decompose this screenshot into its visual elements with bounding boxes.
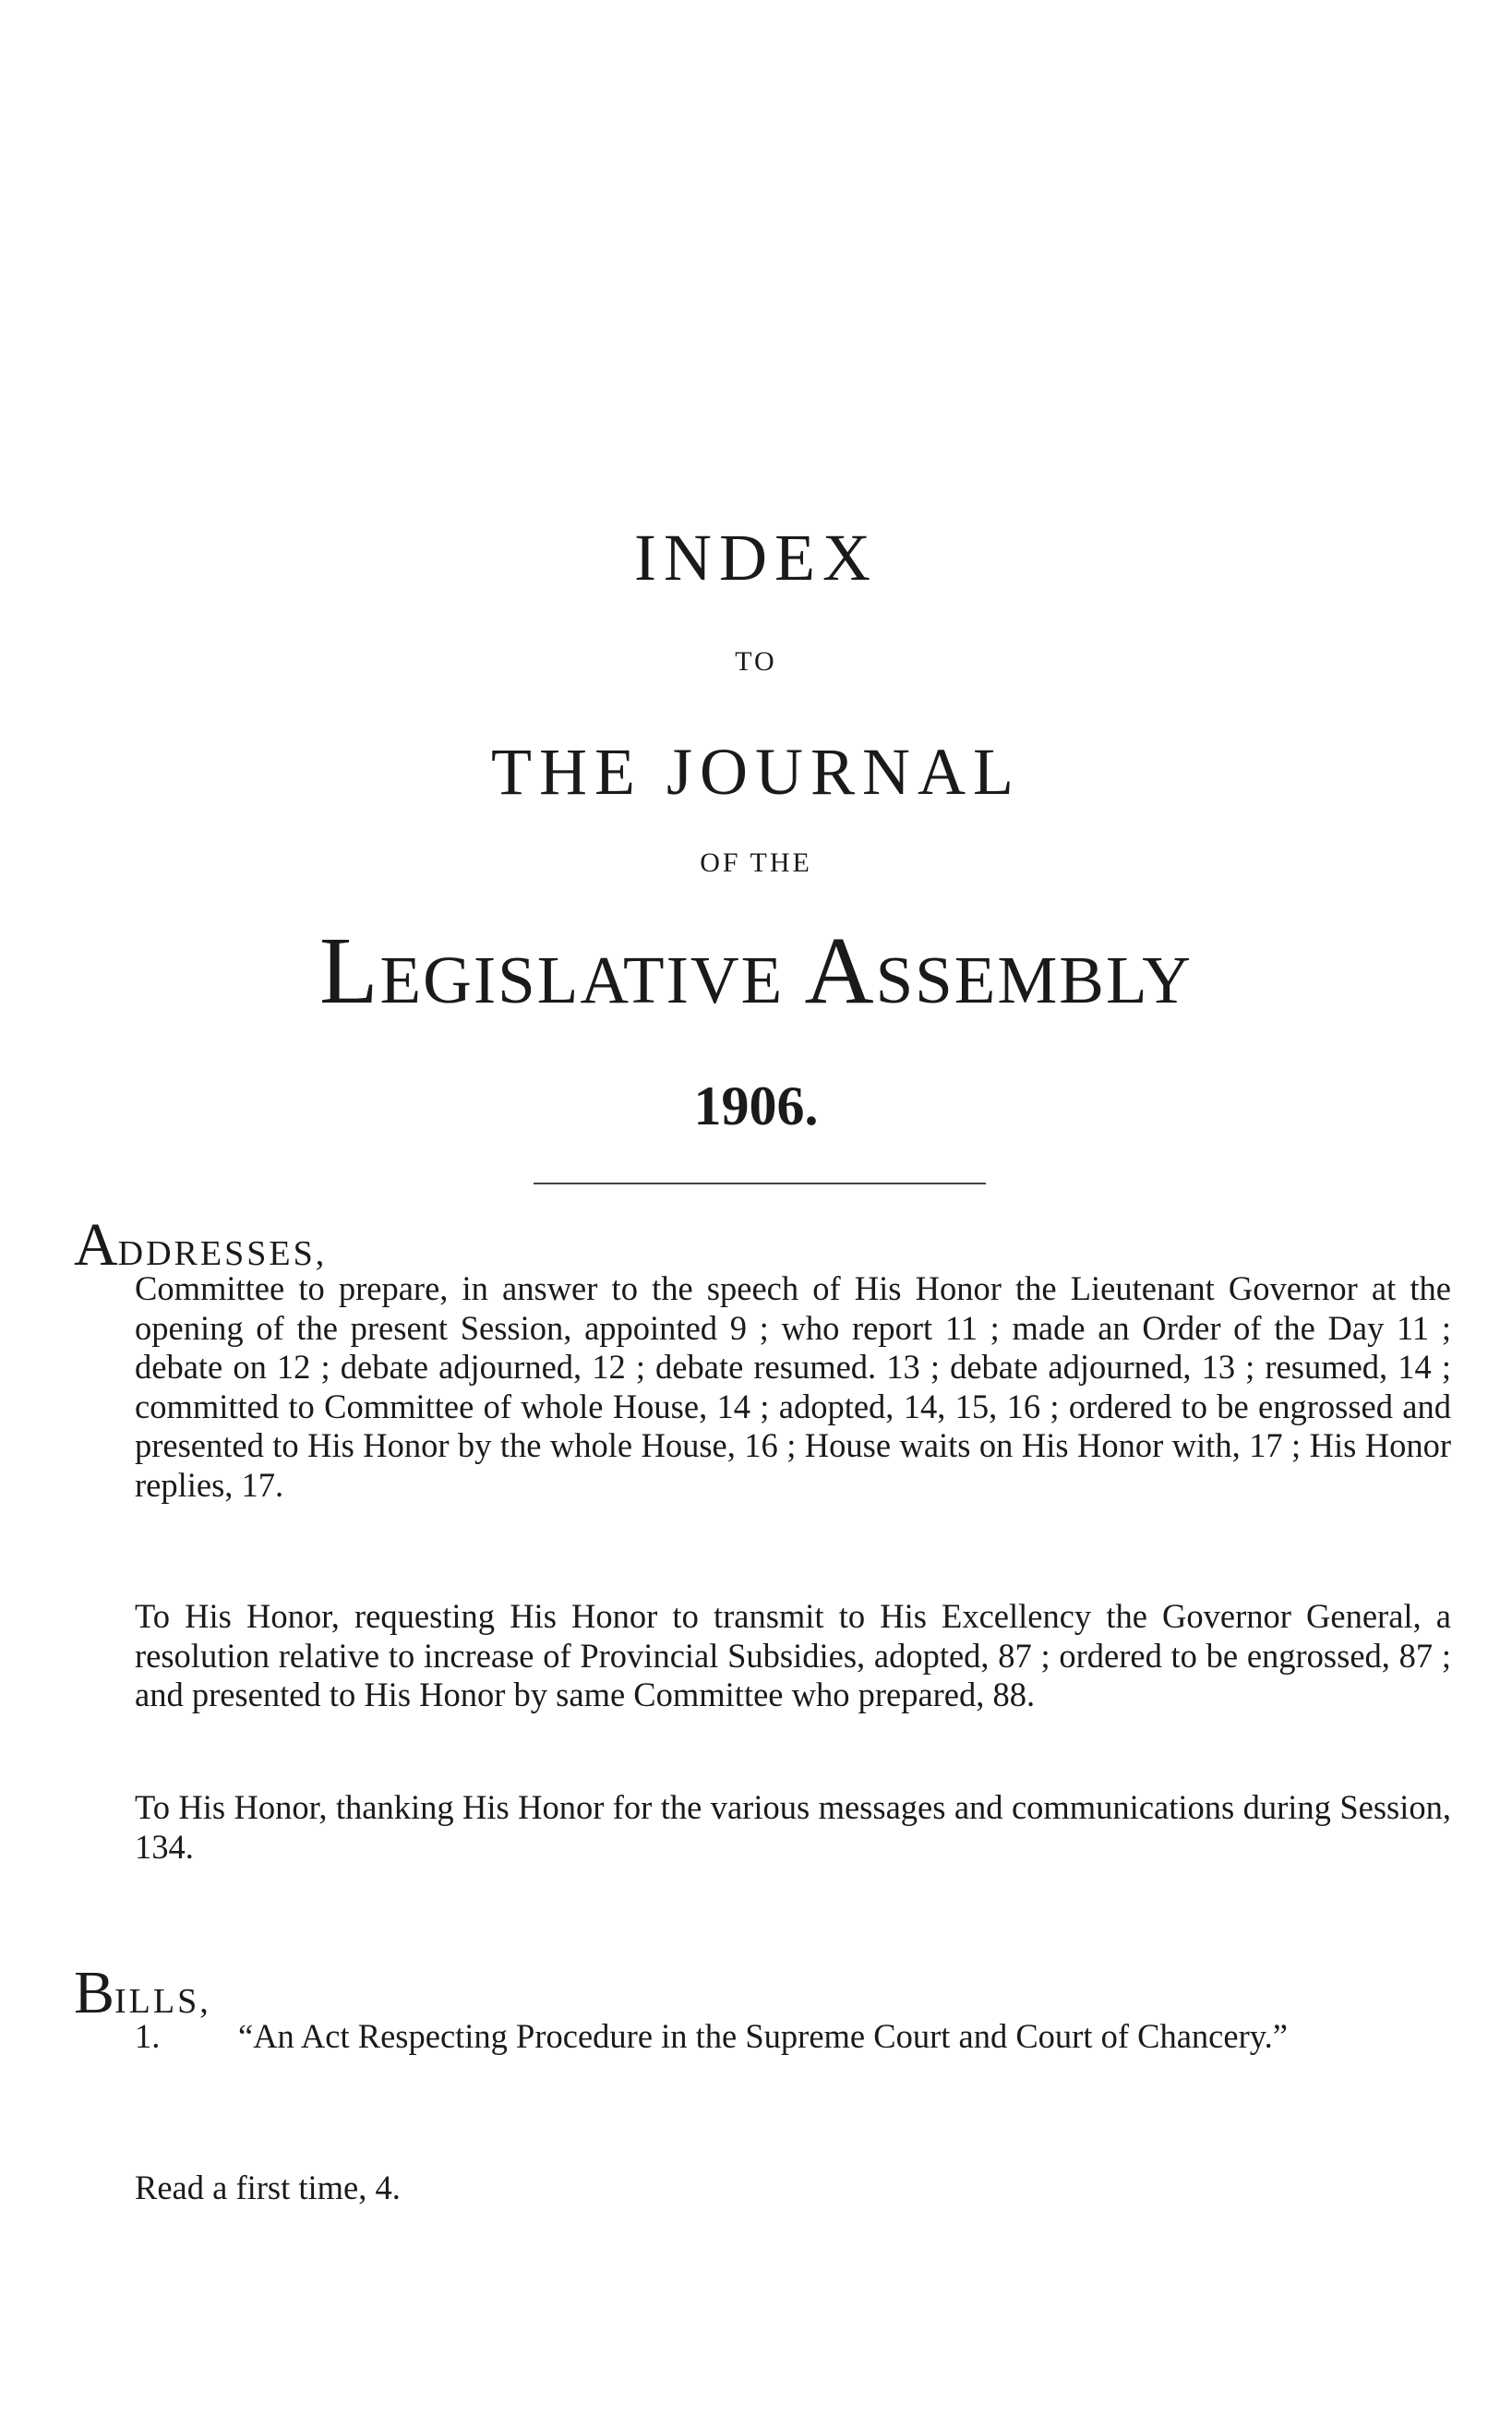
addresses-heading-rest: DDRESSES, bbox=[117, 1234, 328, 1273]
bill-note: Read a first time, 4. bbox=[135, 2169, 401, 2206]
addresses-heading bbox=[74, 1211, 328, 1279]
bill-number: 1. bbox=[135, 2017, 161, 2055]
bills-heading-initial: B bbox=[74, 1959, 115, 2026]
assembly-title: Legislative Assembly bbox=[319, 918, 1193, 1024]
journal-title: THE JOURNAL bbox=[491, 735, 1021, 809]
title-divider bbox=[534, 1183, 986, 1184]
bill-entry bbox=[135, 2016, 1451, 2056]
bills-heading-rest: ILLS, bbox=[114, 1982, 211, 2021]
addresses-paragraph-2: To His Honor, requesting His Honor to transmit to His Excellency the Governor General, a resolution relative to increase of Provincial Subsidies, adopted, 87 ; ordered to be engrossed, 87 ; and presented to His Honor by same Committee who prepared, 88. bbox=[135, 1597, 1451, 1714]
year: 1906. bbox=[693, 1075, 819, 1136]
addresses-heading-initial: A bbox=[74, 1211, 118, 1279]
addresses-paragraph-3: To His Honor, thanking His Honor for the various messages and communications during Session, 134. bbox=[135, 1788, 1451, 1866]
bills-heading bbox=[74, 1959, 211, 2026]
to-line: TO bbox=[735, 646, 777, 677]
of-the-line: OF THE bbox=[700, 847, 812, 878]
index-title: INDEX bbox=[634, 521, 878, 595]
addresses-paragraph-1: Committee to prepare, in answer to the speech of His Honor the Lieutenant Governor at the opening of the present Session, appointed 9 ; who report 11 ; made an Order of the Day 11 ; debate on 12 ; debate adjourned, 12 ; debate resumed. 13 ; debate adjourned, 13 ; resumed, 14 ; committed to Committee of whole House, 14 ; adopted, 14, 15, 16 ; ordered to be engrossed and presented to His Honor by the whole House, 16 ; House waits on His Honor with, 17 ; His Honor replies, 17. bbox=[135, 1269, 1451, 1504]
bill-title: “An Act Respecting Procedure in the Supreme Court and Court of Chancery.” bbox=[238, 2017, 1288, 2055]
